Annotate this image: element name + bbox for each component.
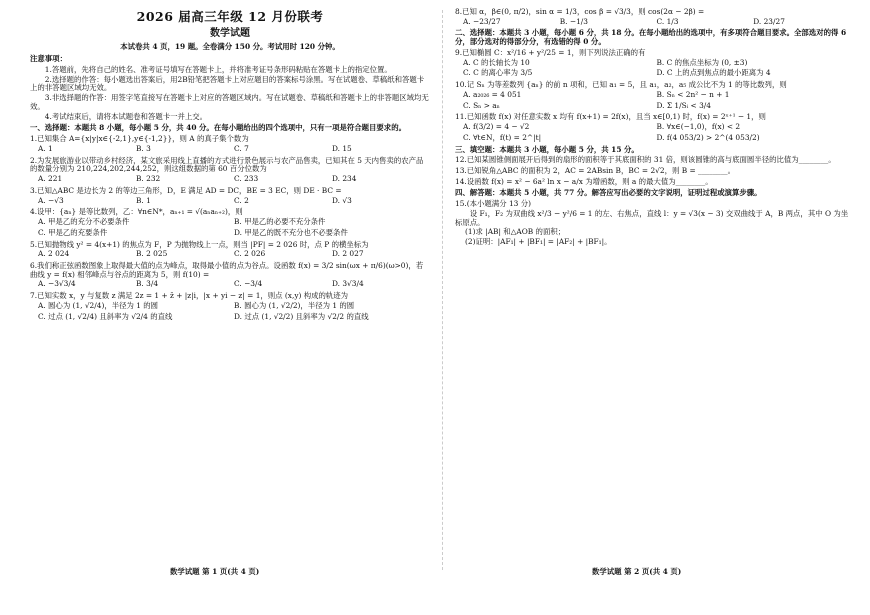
question-8: 8.已知 α，β∈(0, π/2)，sin α = 1/3，cos β = √3/3，则 cos(2α − 2β) = (455, 7, 705, 16)
option: D. 23/27 (753, 16, 785, 26)
question-5-options (38, 250, 430, 259)
page-2-footer: 数学试题 第 2 页(共 4 页) (592, 567, 682, 576)
option: B. Sₙ < 2n² − n + 1 (656, 89, 730, 99)
question-2-options (38, 175, 430, 184)
option: B. 2 025 (136, 249, 168, 259)
question-7-options (38, 302, 430, 321)
section-4-heading: 四、解答题：本题共 5 小题，共 77 分。解答应写出必要的文字说明，证明过程或演算步骤。 (455, 188, 762, 198)
question-15-part-2: (2)证明：|AF₁| + |BF₁| = |AF₂| + |BF₁|。 (465, 237, 612, 247)
option: B. ∀x∈(−1,0)，f(x) < 2 (656, 122, 741, 132)
exam-subject: 数学试题 (210, 27, 250, 39)
question-4-options (38, 218, 430, 237)
exam-info: 本试卷共 4 页，19 题。全卷满分 150 分。考试用时 120 分钟。 (120, 41, 340, 51)
question-2: 2.为发展旅游业以带动乡村经济，某文旅采用线上直播的方式进行景色展示与农产品售卖，已知其在 5 天内售卖的农产品的数量分别为 210,224,202,244,252，则这组数据的第 60 百分位数为 (30, 155, 424, 174)
option: D. 过点 (1, √2/2) 且斜率为 √2/2 的直线 (234, 311, 369, 321)
option: A. 1 (38, 143, 53, 153)
option: D. 15 (332, 143, 352, 153)
question-7: 7.已知实数 x，y 与复数 z 满足 2z = 1 + z̄ + |z|i，|x + yi − z| = 1，则点 (x,y) 构成的轨迹为 (30, 291, 349, 301)
option: A. 甲是乙的充分不必要条件 (38, 217, 130, 227)
option: B. 1 (136, 195, 151, 205)
question-6: 6.我们称正弦函数图象上取得最大值的点为峰点，取得最小值的点为谷点。设函数 f(x) = 3/2 sin(ωx + π/6)(ω>0)，若曲线 y = f(x) 相邻峰点与谷点的距离为 5，则 f(10) = (30, 260, 424, 279)
question-15-heading: 15.(本小题满分 13 分) (455, 199, 531, 209)
page-1 (30, 6, 430, 324)
option: B. 232 (136, 174, 161, 184)
option: C. 2 (234, 195, 249, 205)
option: A. −23/27 (463, 16, 501, 26)
note-1: 1.答题前，先将自己的姓名、准考证号填写在答题卡上，并将准考证号条形码粘贴在答题卡上的指定位置。 (44, 65, 392, 75)
question-3: 3.已知△ABC 是边长为 2 的等边三角形，D，E 满足 AD = DC，BE = 3 EC，则 DE · BC = (30, 185, 342, 195)
question-3-options (38, 197, 430, 206)
option: D. √3 (332, 195, 352, 205)
question-1: 1.已知集合 A={x|y|x∈{-2,1},y∈{-1,2}}，则 A 的真子集个数为 (30, 134, 249, 144)
note-2: 2.选择题的作答：每小题选出答案后，用2B铅笔把答题卡上对应题目的答案标号涂黑。写在试题卷、草稿纸和答题卡上的非答题区域均无效。 (30, 74, 425, 93)
option: B. C 的焦点坐标为 (0, ±3) (656, 57, 748, 67)
option: C. 2 026 (234, 249, 266, 259)
question-6-options (38, 280, 430, 289)
option: A. −3√3/4 (38, 279, 76, 289)
option: D. Σ 1/Sᵢ < 3/4 (656, 100, 711, 110)
question-1-options (38, 145, 430, 154)
note-3: 3.非选择题的作答：用签字笔直接写在答题卡上对应的答题区域内。写在试题卷、草稿纸和答题卡上的非答题区域均无效。 (30, 93, 429, 111)
option: A. a₂₀₂₆ = 4 051 (463, 89, 522, 99)
section-1-heading: 一、选择题：本题共 8 小题，每小题 5 分，共 40 分。在每小题给出的四个选项中，只有一项是符合题目要求的。 (30, 123, 406, 133)
option: A. 221 (38, 174, 63, 184)
option: D. 甲是乙的既不充分也不必要条件 (234, 227, 348, 237)
section-3-heading: 三、填空题：本题共 3 小题，每小题 5 分，共 15 分。 (455, 144, 639, 154)
option: B. 3/4 (136, 279, 159, 289)
question-9-options (463, 59, 850, 78)
option: B. −1/3 (559, 16, 588, 26)
page-divider (442, 10, 443, 570)
question-11-options (463, 123, 850, 142)
question-10: 10.记 Sₙ 为等差数列 {aₙ} 的前 n 项和，已知 a₁ = 5，且 a₁，a₂，a₅ 成公比不为 1 的等比数列，则 (455, 80, 787, 90)
option: A. C 的长轴长为 10 (463, 57, 530, 67)
option: C. 过点 (1, √2/4) 且斜率为 √2/4 的直线 (38, 311, 173, 321)
notes-heading: 注意事项： (30, 54, 67, 64)
option: D. 234 (332, 174, 357, 184)
option: A. 2 024 (38, 249, 70, 259)
page-1-footer: 数学试题 第 1 页(共 4 页) (170, 567, 260, 576)
option: A. −√3 (38, 195, 64, 205)
note-4: 4.考试结束后，请将本试题卷和答题卡一并上交。 (44, 111, 208, 121)
question-12: 12.已知某圆锥侧面展开后得到的扇形的面积等于其底面积的 31 倍，则该圆锥的高与底面圆半径的比值为________。 (455, 155, 836, 165)
option: C. 7 (234, 143, 249, 153)
option: C. C 的离心率为 3/5 (463, 68, 533, 78)
option: C. 233 (234, 174, 259, 184)
page-2 (455, 6, 850, 248)
option: B. 3 (136, 143, 151, 153)
question-4: 4.设甲：{aₙ} 是等比数列，乙：∀n∈N*，aₙ₊₁ = √(aₙaₙ₊₂)，则 (30, 207, 243, 217)
question-11: 11.已知函数 f(x) 对任意实数 x 均有 f(x+1) = 2f(x)，且当 x∈[0,1) 时，f(x) = 2ˣ⁺¹ − 1，则 (455, 112, 766, 122)
option: D. 3√3/4 (332, 279, 364, 289)
option: D. f(4 053/2) > 2^(4 053/2) (656, 132, 760, 142)
question-5: 5.已知抛物线 y² = 4(x+1) 的焦点为 F，P 为抛物线上一点，则当 |PF| = 2 026 时，点 P 的横坐标为 (30, 239, 369, 249)
question-8-options (463, 18, 850, 27)
option: C. 甲是乙的充要条件 (38, 227, 108, 237)
option: B. 甲是乙的必要不充分条件 (234, 217, 326, 227)
exam-title: 2026 届高三年级 12 月份联考 (136, 9, 324, 24)
option: D. 2 027 (332, 249, 364, 259)
option: B. 圆心为 (1, √2/2)，半径为 1 的圆 (234, 300, 355, 310)
option: D. C 上的点到焦点的最小距离为 4 (656, 68, 771, 78)
option: C. 1/3 (656, 16, 679, 26)
option: A. 圆心为 (1, √2/4)，半径为 1 的圆 (38, 300, 159, 310)
option: C. Sₙ > aₙ (463, 100, 500, 110)
section-2-heading: 二、选择题：本题共 3 小题，每小题 6 分，共 18 分。在每小题给出的选项中，有多项符合题目要求。全部选对的得 6 分，部分选对的得部分分，有选错的得 0 分。 (455, 28, 847, 47)
question-14: 14.设函数 f(x) = x² − 6a² ln x − a/x 为增函数，则 a 的最大值为________。 (455, 176, 713, 186)
option: A. f(3/2) = 4 − √2 (463, 122, 530, 132)
question-13: 13.已知锐角△ABC 的面积为 2，AC = 2ABsin B，BC = 2√2，则 B = ________。 (455, 166, 735, 176)
question-9: 9.已知椭圆 C：x²/16 + y²/25 = 1，则下列说法正确的有 (455, 47, 646, 57)
option: C. −3/4 (234, 279, 263, 289)
question-10-options (463, 91, 850, 110)
option: C. ∀t∈N，f(t) = 2^|t| (463, 132, 542, 142)
question-15-part-1: (1)求 |AB| 和△AOB 的面积； (465, 227, 566, 237)
question-15-stem: 设 F₁，F₂ 为双曲线 x²/3 − y²/6 = 1 的左、右焦点，直线 l：y = √3(x − 3) 交双曲线于 A，B 两点，其中 O 为坐标原点。 (455, 208, 849, 227)
